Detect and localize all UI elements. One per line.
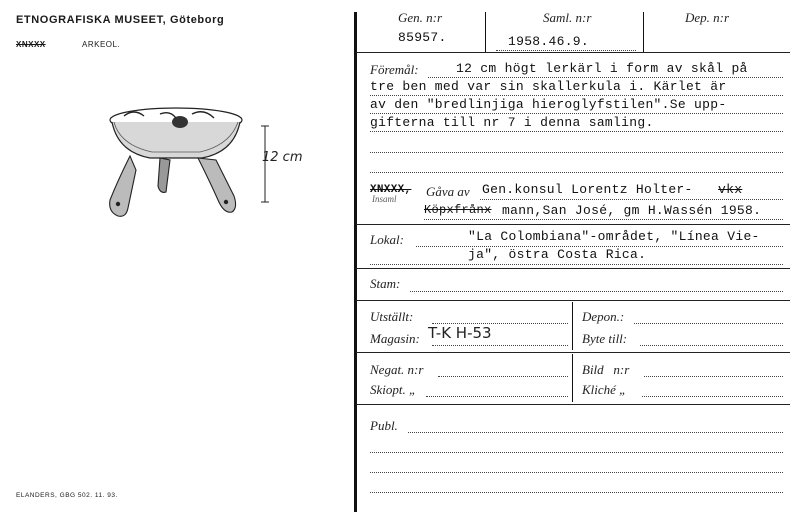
utstallt-label: Utställt: xyxy=(370,309,414,324)
gava-line-2: mann,San José, gm H.Wassén 1958. xyxy=(502,203,762,218)
saml-nr-value: 1958.46.9. xyxy=(508,34,590,49)
lokal-label: Lokal: xyxy=(370,232,404,247)
saml-nr-label: Saml. n:r xyxy=(543,10,592,25)
vessel-drawing xyxy=(100,100,260,230)
gen-nr-label: Gen. n:r xyxy=(398,10,443,25)
skiopt-label: Skiopt. „ xyxy=(370,382,417,397)
department: ARKEOL. xyxy=(82,40,121,49)
header-divider-2 xyxy=(643,12,644,52)
gen-nr-value: 85957. xyxy=(398,30,447,45)
negat-label: Negat. n:r xyxy=(370,362,424,377)
foremal-label: Föremål: xyxy=(370,62,419,77)
insamlat-label: Insaml xyxy=(372,194,397,204)
magasin-label: Magasin: xyxy=(370,331,420,346)
foremal-line-2: tre ben med var sin skallerkula i. Kärlet är xyxy=(370,79,727,94)
header-divider-1 xyxy=(485,12,486,52)
mid-divider-2 xyxy=(572,354,573,402)
rule-magasin xyxy=(356,352,790,353)
gava-line-1: Gen.konsul Lorentz Holter- xyxy=(482,182,693,197)
dep-nr-label: Dep. n:r xyxy=(685,10,730,25)
foremal-line-3: av den "bredlinjiga hieroglyfstilen".Se upp- xyxy=(370,97,727,112)
left-border xyxy=(354,12,357,512)
stam-label: Stam: xyxy=(370,276,401,291)
gava-struck-label: XNXXX, xyxy=(370,184,412,196)
museum-title: ETNOGRAFISKA MUSEET, Göteborg xyxy=(16,14,225,26)
drawing-caption: 12 cm xyxy=(262,150,303,165)
lokal-line-1: "La Colombiana"-området, "Línea Vie- xyxy=(468,229,760,244)
byte-label: Byte till: xyxy=(582,331,628,346)
foremal-line-4: gifterna till nr 7 i denna samling. xyxy=(370,115,654,130)
kliche-label: Kliché „ xyxy=(582,382,627,397)
rule-header xyxy=(356,52,790,53)
rule-gava xyxy=(356,224,790,225)
depon-label: Depon.: xyxy=(582,309,625,324)
gava-label: Gåva av xyxy=(426,184,470,199)
gava-line-1-struck: vkx xyxy=(718,182,743,197)
mid-divider-1 xyxy=(572,302,573,350)
publ-label: Publ. xyxy=(370,418,398,433)
foremal-line-1: 12 cm högt lerkärl i form av skål på xyxy=(456,61,748,76)
magasin-value: T-K H-53 xyxy=(428,324,492,342)
rule-stam xyxy=(356,300,790,301)
rule-negat xyxy=(356,404,790,405)
gava-struck-prefix: Köpxfrånx xyxy=(424,203,492,217)
bild-label: Bild n:r xyxy=(582,362,630,377)
printer-mark: ELANDERS, GBG 502. 11. 93. xyxy=(16,492,118,499)
rule-lokal xyxy=(356,268,790,269)
lokal-line-2: ja", östra Costa Rica. xyxy=(468,247,647,262)
department-struck: XNXXX xyxy=(16,40,46,49)
